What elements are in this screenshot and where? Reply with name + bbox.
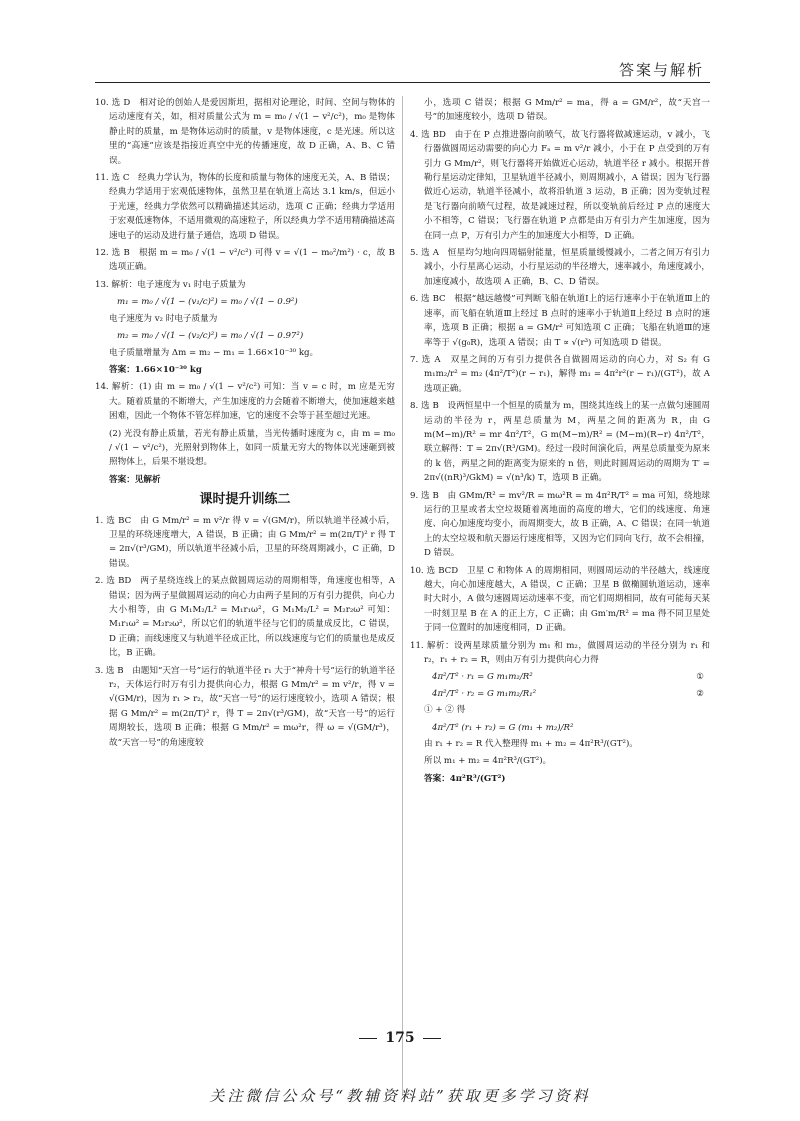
exercise-item-1: 1. 选 BC 由 G Mm/r² = m v²/r 得 v = √(GM/r)，所以轨道半径减小后，卫星的环绕速度增大，A 错误，B 正确；由 G Mm/r² = m(2π/T)² r 得 T = 2π√(r³/GM)，所以轨道半径减小后，卫星的环绕周期减小，C 正确，D 错误。: [95, 515, 395, 569]
exercise-item-3-cont: 小，选项 C 错误；根据 G Mm/r² = ma，得 a = GM/r²，故“天宫一号”的加速度较小，选项 D 错误。: [424, 98, 710, 123]
equation-tag-2: ②: [696, 688, 704, 699]
exercise-item-2: 2. 选 BD 两子星绕连线上的某点做圆周运动的周期相等，角速度也相等，A 错误；因为两子星做圆周运动的向心力由两子星间的万有引力提供，向心力大小相等，由 G M₁M₂/L² = M₁r₁ω²，G M₁M₂/L² = M₂r₂ω² 可知：M₁r₁ω² = M₂r₂ω²，所以它们的轨道半径与它们的质量成反比，C 错误，D 正确；而线速度又与轨道半径成正比，所以线速度与它们的质量也是成反比，B 正确。: [95, 576, 395, 659]
answer-item-12: 12. 选 B 根据 m = m₀ / √(1 − v²/c²) 可得 v = √(1 − m₀²/m²) · c，故 B 选项正确。: [95, 248, 395, 273]
page-header: [95, 58, 710, 83]
page-number-dash-right: [423, 1038, 441, 1039]
answer-item-14-part1: 14. 解析：(1) 由 m = m₀ / √(1 − v²/c²) 可知：当 v = c 时，m 应是无穷大。随着质量的不断增大，产生加速度的力会随着不断增大，使加速越来越困难，因此一个物体不管怎样加速，它的速度不会等于甚至超过光速。: [95, 382, 395, 422]
exercise-item-9: 9. 选 B 由 GMm/R² = mv²/R = mω²R = m 4π²R/T² = ma 可知，绕地球运行的卫星或者太空垃圾随着离地面的高度的增大，它们的线速度、角速度、向心加速度均变小，而周期变大，故 B 正确，A、C 错误；在同一轨道上的太空垃圾和航天器运行速度相等，又因为它们同向飞行，故不会相撞，D 错误。: [410, 490, 710, 559]
formula-eq2-text: 4π²/T² · r₂ = G m₁m₂/R₁²: [432, 688, 537, 699]
column-divider: [402, 96, 403, 1096]
formula-m1: m₁ = m₀ / √(1 − (v₁/c)²) = m₀ / √(1 − 0.9²): [117, 297, 298, 308]
page-number-dash-left: [359, 1038, 377, 1039]
formula-eq1: [410, 670, 710, 684]
answer-14-final: 答案：见解析: [109, 474, 161, 485]
formula-eq2: [410, 687, 710, 701]
exercise-item-11-conclude: 所以 m₁ + m₂ = 4π²R³/(GT²)。: [424, 756, 552, 767]
answer-item-11: 11. 选 C 经典力学认为，物体的长度和质量与物体的速度无关，A、B 错误；经典力学适用于宏观低速物体，虽然卫星在轨道上高达 3.1 km/s，但远小于光速，经典力学依然可以精确描述其运动，选项 C 正确；经典力学适用于宏观低速物体，不适用微观的高速粒子，所以经典力学不适用精确描述高速电子的运动及进行量子通信，选项 D 错误。: [95, 173, 395, 241]
exercise-item-4: 4. 选 BD 由于在 P 点推进器向前喷气，故飞行器将做减速运动，v 减小，飞行器做圆周运动需要的向心力 Fₙ = m v²/r 减小，小于在 P 点受到的万有引力 G Mm/r²，则飞行器将开始做近心运动，轨道半径 r 减小。根据开普勒行星运动定律知，卫星轨道半径减小，则周期减小，A 错误；因为飞行器做近心运动，轨道半径减小，故将沿轨道 3 运动，B 正确；因为变轨过程是飞行器向前喷气过程，故是减速过程，所以变轨前后经过 P 点的速度大小不相等，C 错误；飞行器在轨道 P 点都是由万有引力产生加速度，因为在同一点 P，万有引力产生的加速度大小相等，D 正确。: [410, 129, 710, 241]
exercise-item-3: 3. 选 B 由题知“天宫一号”运行的轨道半径 r₁ 大于“神舟十号”运行的轨道半径 r₂，天体运行时万有引力提供向心力，根据 G Mm/r² = m v²/r，得 v = √(GM/r)，因为 r₁ > r₂，故“天宫一号”的运行速度较小，选项 A 错误；根据 G Mm/r² = m(2π/T)² r，得 T = 2π√(r³/GM)，故“天宫一号”的运行周期较长，选项 B 正确；根据 G Mm/r² = mω²r，得 ω = √(GM/r³)，故“天宫一号”的角速度较: [95, 665, 395, 748]
exercise-item-11-intro: 11. 解析：设两星球质量分别为 m₁ 和 m₂，做圆周运动的半径分别为 r₁ 和 r₂，r₁ + r₂ = R，则由万有引力提供向心力得: [410, 640, 710, 666]
answer-item-13-mid: 电子速度为 v₂ 时电子质量为: [109, 313, 218, 324]
exercise-item-7: 7. 选 A 双星之间的万有引力提供各自做圆周运动的向心力，对 S₂ 有 G m₁m₂/r² = m₂ (4π²/T²)(r − r₁)，解得 m₁ = 4π²r²(r − r₁)/(GT²)，故 A 选项正确。: [410, 354, 710, 394]
answer-item-14-part2: (2) 光没有静止质量，若光有静止质量，当光传播时速度为 c，由 m = m₀ / √(1 − v²/c²)，光照射到物体上，如同一质量无穷大的物体以光速砸到被照物体上，后果不堪设想。: [109, 428, 395, 468]
exercise-item-8: 8. 选 B 设两恒星中一个恒星的质量为 m，围绕其连线上的某一点做匀速圆周运动的半径为 r，两星总质量为 M，两星之间的距离为 R，由 G m(M−m)/R² = mr 4π²/T²，G m(M−m)/R² = (M−m)(R−r) 4π²/T²，联立解得：T = 2π√(R³/GM)。经过一段时间演化后，两星总质量变为原来的 k 倍，两星之间的距离变为原来的 n 倍，则此时圆周运动的周期为 T′ = 2π√((nR)³/GkM) = √(n³/k) T，选项 B 正确。: [410, 401, 710, 484]
equation-tag-1: ①: [696, 672, 704, 683]
page-number: [0, 1030, 800, 1046]
exercise-item-5: 5. 选 A 恒星均匀地向四周辐射能量，恒星质量缓慢减小，二者之间万有引力减小，小行星离心运动，小行星运动的半径增大，速率减小，角速度减小，加速度减小，故选项 A 正确，B、C、D 错误。: [410, 248, 710, 287]
exercise-item-6: 6. 选 BC 根据“越远越慢”可判断飞船在轨道Ⅰ上的运行速率小于在轨道Ⅲ上的速率，而飞船在轨道Ⅲ上经过 B 点时的速率小于轨道Ⅱ上经过 B 点时的速率，选项 B 正确；根据 a = GM/r² 可知选项 C 正确；飞船在轨道Ⅲ的速率等于 √(g₀R)，选项 A 错误；由 T ∝ √(r³) 可知选项 D 错误。: [410, 294, 710, 348]
right-column: [410, 96, 710, 789]
answer-11-final: 答案：4π²R³/(GT²): [424, 773, 506, 784]
section-title: 课时提升训练二: [199, 492, 291, 508]
page-number-text: 175: [385, 1030, 415, 1046]
formula-m2: m₂ = m₀ / √(1 − (v₂/c)²) = m₀ / √(1 − 0.97²): [117, 331, 304, 342]
answer-item-10: 10. 选 D 相对论的创始人是爱因斯坦，据相对论理论，时间、空间与物体的运动速度有关，如，相对质量公式为 m = m₀ / √(1 − v²/c²)，m₀ 是物体静止时的质量，m 是物体运动时的质量，v 是物体速度，c 是光速。所以这里的“高速”应该是指接近真空中光的传播速度，故 D 正确，A、B、C 错误。: [95, 98, 395, 166]
exercise-item-11-sum: ① + ② 得: [424, 705, 466, 716]
formula-eq1-text: 4π²/T² · r₁ = G m₁m₂/R²: [432, 672, 533, 683]
formula-eq3: 4π²/T² (r₁ + r₂) = G (m₁ + m₂)/R²: [432, 722, 574, 733]
left-column: [95, 96, 395, 753]
answer-13-final: 答案：1.66×10⁻³⁰ kg: [109, 364, 202, 375]
exercise-item-11-derive: 由 r₁ + r₂ = R 代入整理得 m₁ + m₂ = 4π²R³/(GT²)。: [424, 739, 638, 750]
exercise-item-10: 10. 选 BCD 卫星 C 和物体 A 的周期相同，则圆周运动的半径越大，线速度越大，向心加速度越大，A 错误，C 正确；卫星 B 做椭圆轨道运动，速率时大时小，A 做匀速圆周运动速率不变，而它们周期相同，故有可能每天某一时刻卫星 B 在 A 的正上方，C 正确；由 Gm′m/R² = ma 得不同卫星处于同一位置时的加速度相同，D 正确。: [410, 565, 710, 634]
footer-note: 关注微信公众号“教辅资料站”获取更多学习资料: [209, 1087, 591, 1105]
header-title: 答案与解析: [618, 61, 704, 79]
answer-item-13-intro: 13. 解析：电子速度为 v₁ 时电子质量为: [95, 279, 246, 290]
answer-item-13-result: 电子质量增量为 Δm = m₂ − m₁ = 1.66×10⁻³⁰ kg。: [109, 347, 319, 358]
